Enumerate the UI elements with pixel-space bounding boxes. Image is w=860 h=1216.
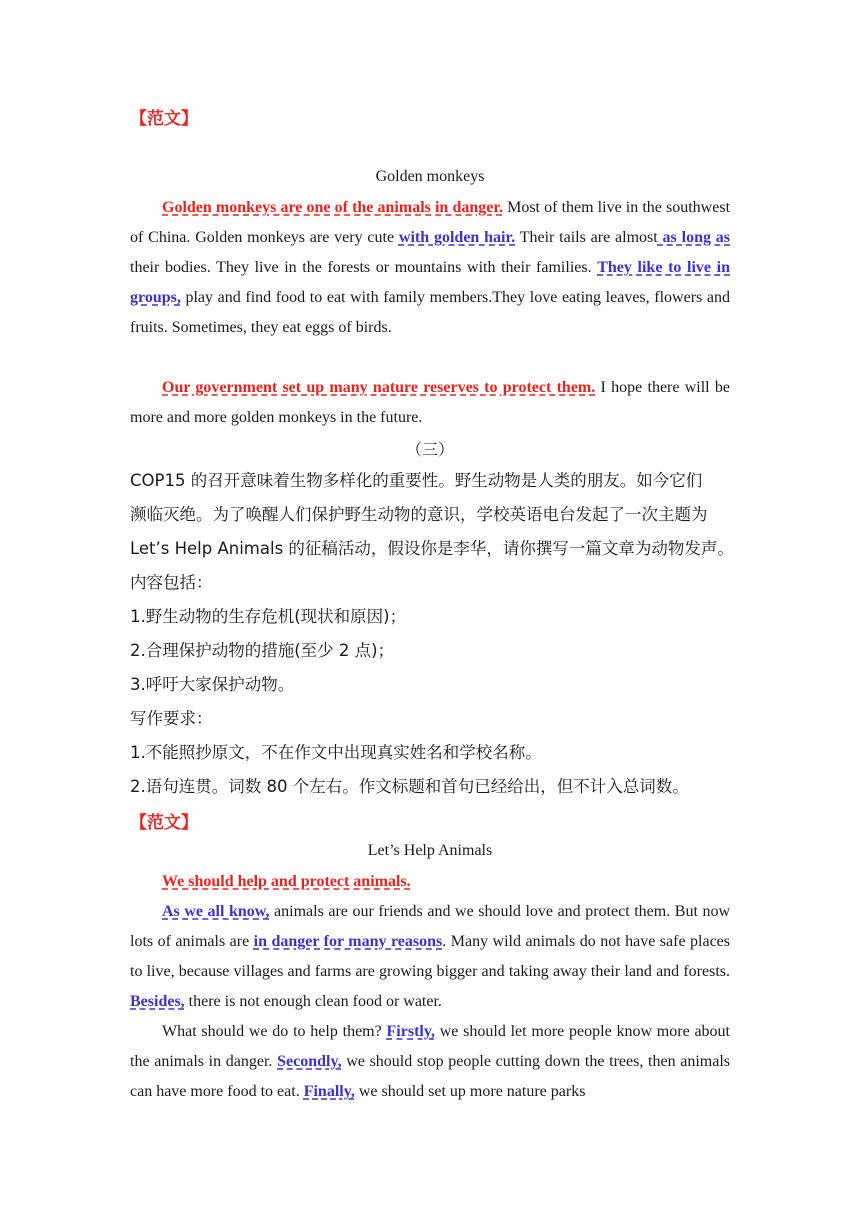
key-phrase: Finally, bbox=[303, 1083, 355, 1100]
key-phrase: in danger for many reasons bbox=[253, 933, 443, 950]
writing-prompt bbox=[130, 464, 750, 804]
essay-title-help-animals: Let’s Help Animals bbox=[367, 842, 493, 859]
golden-monkeys-paragraph-2 bbox=[130, 373, 730, 433]
prompt-line: 内容包括： bbox=[130, 573, 213, 592]
prompt-line: COP15 的召开意味着生物多样化的重要性。野生动物是人类的朋友。如今它们 bbox=[130, 471, 703, 490]
key-sentence: Golden monkeys are one of the animals in danger. bbox=[162, 199, 503, 216]
body-text: I hope there will be more and more golden monkeys in the future. bbox=[130, 379, 730, 426]
prompt-line: Let’s Help Animals 的征稿活动，假设你是李华，请你撰写一篇文章为动物发声。 bbox=[130, 539, 734, 558]
prompt-line: 3.呼吁大家保护动物。 bbox=[130, 675, 295, 694]
body-text: we should let more people know more about the animals in danger. bbox=[130, 1023, 730, 1070]
key-sentence: Our government set up many nature reserves to protect them. bbox=[162, 379, 596, 396]
key-phrase: They like to live in groups, bbox=[130, 259, 730, 306]
prompt-line: 濒临灭绝。为了唤醒人们保护野生动物的意识，学校英语电台发起了一次主题为 bbox=[130, 505, 708, 524]
prompt-line: 2.语句连贯。词数 80 个左右。作文标题和首句已经给出，但不计入总词数。 bbox=[130, 777, 689, 796]
body-text: Their tails are almost bbox=[515, 229, 658, 246]
body-text: play and find food to eat with family members.They love eating leaves, flowers and fruits. Sometimes, they eat eggs of birds. bbox=[130, 289, 730, 336]
key-phrase: Besides, bbox=[130, 993, 185, 1010]
prompt-line: 写作要求： bbox=[130, 709, 213, 728]
body-text: . Many wild animals do not have safe places to live, because villages and farms are growing bigger and taking away their land and forests. bbox=[130, 933, 731, 980]
sample-essay-tag-2: 【范文】 bbox=[130, 813, 198, 833]
body-text: animals are our friends and we should love and protect them. But now lots of animals are bbox=[130, 903, 731, 950]
prompt-line: 2.合理保护动物的措施(至少 2 点)； bbox=[130, 641, 395, 660]
section-heading: （三） bbox=[405, 440, 454, 459]
key-phrase: with golden hair. bbox=[398, 229, 516, 246]
prompt-line: 1.不能照抄原文，不在作文中出现真实姓名和学校名称。 bbox=[130, 743, 542, 762]
given-first-sentence: We should help and protect animals. bbox=[162, 873, 411, 890]
help-animals-paragraph-2 bbox=[130, 1017, 730, 1107]
key-phrase: Secondly, bbox=[277, 1053, 342, 1070]
body-text: What should we do to help them? bbox=[162, 1023, 387, 1040]
key-phrase: as long as bbox=[657, 229, 731, 246]
essay-title-golden-monkeys: Golden monkeys bbox=[375, 168, 485, 185]
body-text: we should set up more nature parks bbox=[354, 1083, 586, 1100]
body-text: we should stop people cutting down the trees, then animals can have more food to eat. bbox=[130, 1053, 731, 1100]
prompt-line: 1.野生动物的生存危机(现状和原因)； bbox=[130, 607, 407, 626]
help-animals-first-sentence bbox=[130, 867, 730, 897]
body-text: Most of them live in the southwest of China. Golden monkeys are very cute bbox=[130, 199, 731, 246]
help-animals-paragraph-1 bbox=[130, 897, 730, 1017]
body-text: their bodies. They live in the forests or mountains with their families. bbox=[130, 259, 598, 276]
body-text: there is not enough clean food or water. bbox=[184, 993, 442, 1010]
golden-monkeys-paragraph-1 bbox=[130, 193, 730, 343]
key-phrase: As we all know, bbox=[162, 903, 270, 920]
sample-essay-tag: 【范文】 bbox=[130, 109, 198, 129]
key-phrase: Firstly, bbox=[386, 1023, 435, 1040]
